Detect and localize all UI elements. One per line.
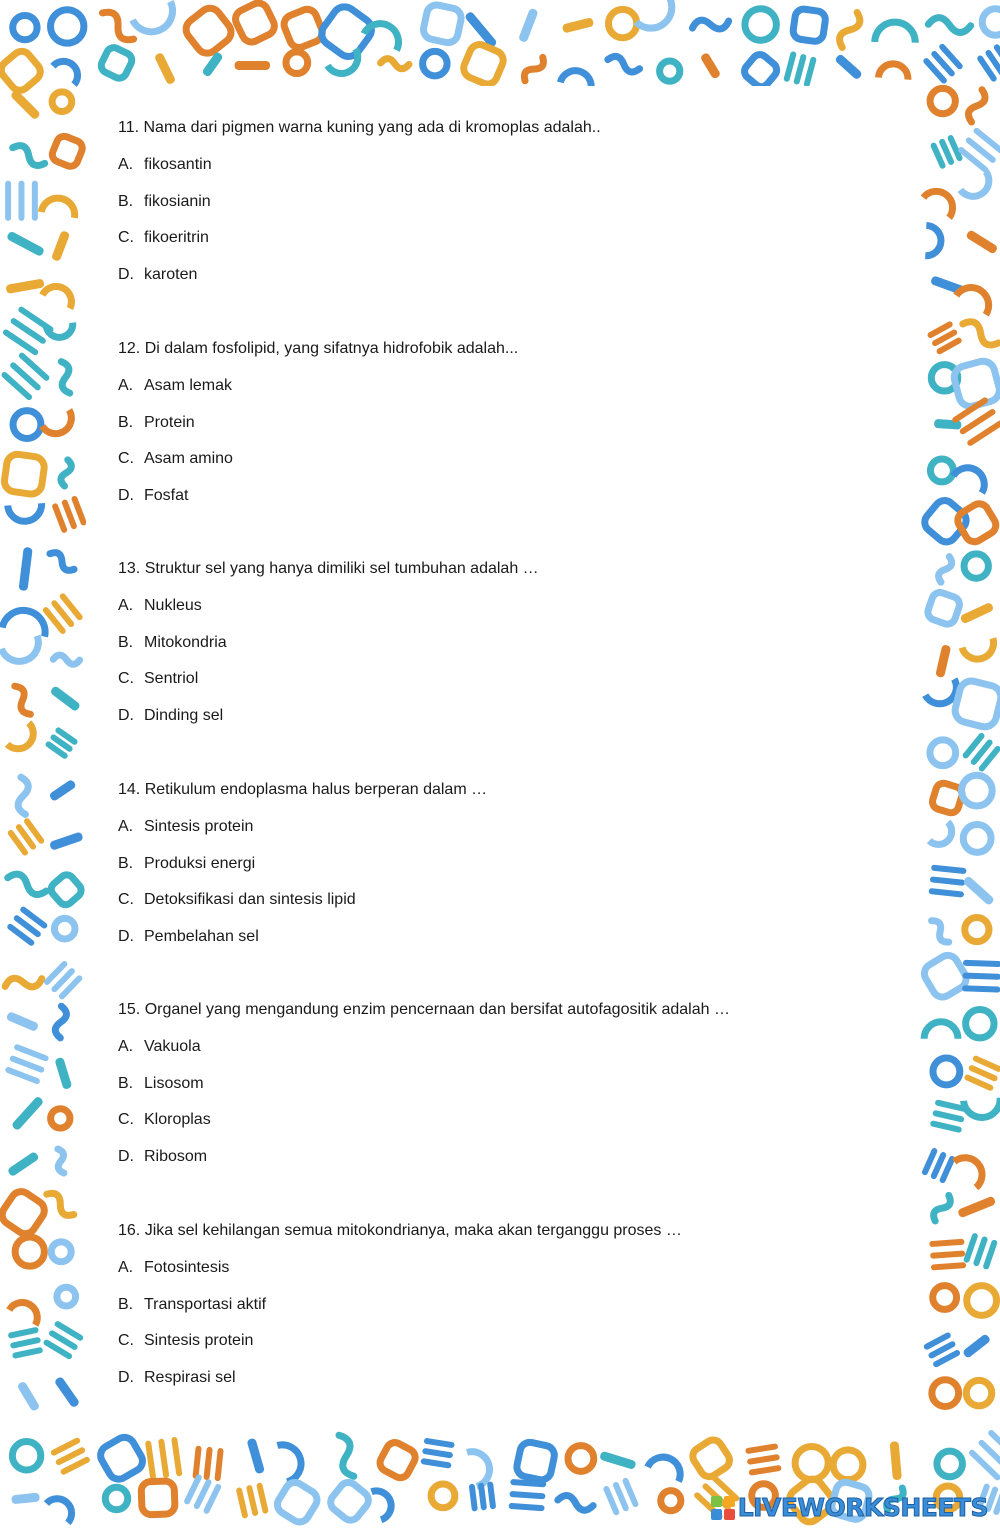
question-16 <box>118 1221 878 1388</box>
option-letter: B. <box>118 854 134 872</box>
decor-shape <box>55 1006 67 1038</box>
decor-shape <box>748 1465 781 1476</box>
decor-shape <box>960 171 995 202</box>
decor-shape <box>606 54 641 74</box>
decor-shape <box>7 723 39 755</box>
decor-shape <box>966 1380 991 1405</box>
option-text: Asam amino <box>144 450 233 468</box>
decor-shape <box>469 1484 478 1512</box>
decor-shape <box>5 278 44 294</box>
decor-shape <box>608 9 636 37</box>
decor-shape <box>49 685 81 712</box>
decor-shape <box>931 1262 966 1270</box>
option-text: Lisosom <box>144 1074 204 1092</box>
option-letter: A. <box>118 596 134 614</box>
decor-shape <box>461 42 507 88</box>
decor-shape <box>10 684 35 717</box>
option-text: Sintesis protein <box>144 1332 254 1350</box>
question-14 <box>118 780 878 947</box>
option-text: fikosantin <box>144 155 212 173</box>
decor-shape <box>214 1448 223 1482</box>
decor-shape <box>46 1493 77 1523</box>
option-letter: C. <box>118 1111 134 1129</box>
decor-shape <box>518 8 539 43</box>
decor-shape <box>921 952 970 1001</box>
option-text: Mitokondria <box>144 633 227 651</box>
option-d[interactable] <box>118 1147 878 1167</box>
decor-shape <box>954 1151 989 1188</box>
decor-shape <box>235 61 270 70</box>
decor-shape <box>51 1242 71 1262</box>
decor-shape <box>42 410 77 440</box>
option-a[interactable] <box>118 1258 878 1278</box>
option-letter: C. <box>118 450 134 468</box>
decor-shape <box>952 359 1000 409</box>
decor-shape <box>53 56 83 85</box>
option-a[interactable] <box>118 817 878 837</box>
option-d[interactable] <box>118 1368 878 1388</box>
decor-shape <box>141 1481 175 1515</box>
decor-shape <box>192 1445 201 1479</box>
decor-shape <box>930 740 956 766</box>
decor-shape <box>660 61 680 81</box>
decor-shape <box>48 779 76 802</box>
decor-shape <box>274 1479 321 1526</box>
decor-shape <box>60 459 72 486</box>
decor-shape <box>937 1451 963 1477</box>
decor-shape <box>930 1120 963 1133</box>
option-letter: B. <box>118 1295 134 1313</box>
decor-shape <box>133 2 180 39</box>
decor-shape <box>962 1333 991 1359</box>
decor-shape <box>963 825 991 853</box>
decor-shape <box>158 1438 169 1478</box>
decor-shape <box>599 1451 636 1470</box>
decor-shape <box>32 181 38 221</box>
decor-shape <box>10 142 47 168</box>
option-text: Transportasi aktif <box>144 1295 267 1313</box>
decor-shape <box>0 1188 48 1238</box>
option-text: Respirasi sel <box>144 1369 236 1387</box>
option-text: Produksi energi <box>144 854 256 872</box>
question-13 <box>118 559 878 726</box>
decor-shape <box>48 872 84 908</box>
decor-shape <box>931 1193 953 1223</box>
option-b[interactable] <box>118 854 878 874</box>
decor-shape <box>745 1443 778 1454</box>
decor-shape <box>7 1151 40 1177</box>
decor-shape <box>247 1438 265 1475</box>
decor-shape <box>11 1096 44 1132</box>
option-letter: A. <box>118 1037 134 1055</box>
option-letter: B. <box>118 192 134 210</box>
decor-shape <box>46 323 74 339</box>
decor-shape <box>521 54 546 83</box>
decor-shape <box>15 1237 44 1266</box>
decor-shape <box>332 1433 361 1479</box>
decor-shape <box>515 1441 556 1482</box>
decor-shape <box>689 1437 732 1480</box>
decor-shape <box>6 1011 39 1032</box>
decor-shape <box>741 51 779 89</box>
decor-shape <box>15 776 32 815</box>
decor-shape <box>834 53 863 80</box>
decor-shape <box>700 52 722 80</box>
decor-shape <box>924 1022 958 1039</box>
decor-shape <box>562 17 594 33</box>
decor-shape <box>967 1286 997 1316</box>
decor-shape <box>3 453 45 495</box>
decor-shape <box>8 503 43 522</box>
decor-shape <box>246 1485 259 1517</box>
decor-shape <box>54 918 75 939</box>
decor-shape <box>467 1447 494 1486</box>
decor-shape <box>54 1057 72 1090</box>
decor-shape <box>4 973 43 993</box>
decor-shape <box>5 181 11 221</box>
decor-shape <box>10 1337 41 1349</box>
decor-shape <box>933 1058 960 1085</box>
decor-shape <box>18 547 32 591</box>
decor-shape <box>154 52 176 85</box>
option-letter: C. <box>118 1332 134 1350</box>
question-15 <box>118 1000 878 1167</box>
decor-shape <box>648 1451 686 1481</box>
decor-shape <box>54 1376 80 1408</box>
decor-shape <box>508 1503 544 1511</box>
decor-shape <box>52 92 72 112</box>
option-c[interactable] <box>118 228 878 248</box>
decor-shape <box>928 918 952 945</box>
decor-shape <box>422 1448 453 1459</box>
decor-shape <box>12 1347 43 1359</box>
option-letter: D. <box>118 1369 134 1387</box>
decor-shape <box>98 8 138 44</box>
decor-shape <box>923 185 959 218</box>
question-text: 12. Di dalam fosfolipid, yang sifatnya hidrofobik adalah... <box>118 340 519 357</box>
decor-shape <box>926 590 962 626</box>
decor-shape <box>56 360 75 394</box>
decor-shape <box>878 63 908 80</box>
option-d[interactable] <box>118 486 878 506</box>
decor-shape <box>930 88 955 113</box>
decor-shape <box>953 679 1000 730</box>
option-c[interactable] <box>118 1331 878 1351</box>
decor-shape <box>97 1434 146 1483</box>
option-letter: C. <box>118 670 134 688</box>
decor-shape <box>51 10 84 43</box>
decor-shape <box>925 225 941 256</box>
brand-name: LIVEWORKSHEETS <box>737 1493 988 1522</box>
decor-shape <box>277 1441 305 1482</box>
decor-shape <box>6 231 45 257</box>
decor-shape <box>836 10 863 50</box>
decor-shape <box>47 550 76 574</box>
decor-shape <box>875 22 916 43</box>
decor-shape <box>937 555 954 583</box>
decor-shape <box>478 1482 487 1510</box>
decor-shape <box>377 1440 418 1481</box>
decor-shape <box>957 1196 996 1219</box>
decor-shape <box>953 462 990 493</box>
decor-shape <box>0 47 44 94</box>
liveworksheets-watermark[interactable] <box>711 1493 988 1522</box>
decor-shape <box>423 51 447 75</box>
question-11 <box>118 118 878 285</box>
decor-shape <box>691 15 730 34</box>
option-letter: C. <box>118 891 134 909</box>
option-letter: D. <box>118 707 134 725</box>
decor-shape <box>8 1327 39 1339</box>
decor-shape <box>203 1447 212 1481</box>
decor-shape <box>930 1250 965 1258</box>
option-text: Nukleus <box>144 596 202 614</box>
option-d[interactable] <box>118 706 878 726</box>
option-letter: D. <box>118 266 134 284</box>
decor-shape <box>890 1441 902 1480</box>
decor-shape <box>930 459 953 482</box>
decor-shape <box>431 1484 455 1508</box>
decor-shape <box>9 1297 43 1325</box>
decor-shape <box>568 1446 594 1472</box>
decor-shape <box>795 1446 828 1479</box>
option-a[interactable] <box>118 376 878 396</box>
option-a[interactable] <box>118 155 878 175</box>
decor-shape <box>171 1437 182 1477</box>
option-letter: A. <box>118 155 134 173</box>
decor-shape <box>929 1239 964 1247</box>
decor-shape <box>281 6 325 50</box>
decor-shape <box>962 638 998 663</box>
decor-shape <box>982 9 1000 35</box>
option-text: Dinding sel <box>144 707 224 725</box>
decor-shape <box>232 0 277 45</box>
decor-shape <box>182 4 236 58</box>
option-c[interactable] <box>118 1110 878 1130</box>
decor-shape <box>420 1458 451 1469</box>
question-text: 15. Organel yang mengandung enzim pencernaan dan bersifat autofagositik adalah … <box>118 1001 730 1018</box>
option-text: Pembelahan sel <box>144 928 259 946</box>
option-d[interactable] <box>118 265 878 285</box>
decor-shape <box>965 229 998 254</box>
decor-shape <box>51 1109 70 1128</box>
decor-shape <box>53 655 80 665</box>
decor-shape <box>965 917 989 941</box>
decor-shape <box>962 775 993 806</box>
decor-shape <box>11 1492 40 1504</box>
option-a[interactable] <box>118 596 878 616</box>
decor-shape <box>929 822 957 850</box>
decor-shape <box>371 1487 395 1520</box>
decor-shape <box>6 871 49 897</box>
decor-shape <box>931 865 967 875</box>
decor-shape <box>747 1454 780 1465</box>
decor-shape <box>12 1442 40 1470</box>
decor-shape <box>928 17 971 33</box>
decor-shape <box>236 1487 249 1519</box>
option-letter: D. <box>118 487 134 505</box>
decor-shape <box>963 960 1000 967</box>
decor-shape <box>42 281 76 308</box>
decor-shape <box>54 1148 68 1174</box>
decor-shape <box>745 9 776 40</box>
option-letter: B. <box>118 633 134 651</box>
decor-shape <box>932 1110 965 1123</box>
option-text: Sentriol <box>144 670 199 688</box>
option-text: Fosfat <box>144 487 189 505</box>
decor-shape <box>964 554 988 578</box>
decor-shape <box>57 1287 76 1306</box>
decor-shape <box>960 318 1000 349</box>
decor-shape <box>928 888 964 898</box>
question-text: 14. Retikulum endoplasma halus berperan dalam … <box>118 781 488 798</box>
option-letter: A. <box>118 376 134 394</box>
option-text: Sintesis protein <box>144 817 254 835</box>
decor-shape <box>962 985 1000 992</box>
option-text: Asam lemak <box>144 376 233 394</box>
option-letter: B. <box>118 1074 134 1092</box>
decor-shape <box>935 644 951 678</box>
option-text: Vakuola <box>144 1037 201 1055</box>
option-text: Detoksifikasi dan sintesis lipid <box>144 891 356 909</box>
option-letter: B. <box>118 413 134 431</box>
decor-shape <box>422 3 463 44</box>
question-text: 11. Nama dari pigmen warna kuning yang ada di kromoplas adalah.. <box>118 119 601 136</box>
decor-shape <box>933 1286 957 1310</box>
question-text: 13. Struktur sel yang hanya dimiliki sel tumbuhan adalah … <box>118 560 539 577</box>
option-b[interactable] <box>118 413 878 433</box>
decor-shape <box>13 411 41 439</box>
decor-shape <box>960 602 995 625</box>
decor-shape <box>51 230 70 262</box>
option-letter: D. <box>118 928 134 946</box>
option-letter: A. <box>118 817 134 835</box>
decor-shape <box>286 52 308 74</box>
question-12 <box>118 339 878 506</box>
decor-shape <box>636 0 680 37</box>
option-letter: D. <box>118 1148 134 1166</box>
option-b[interactable] <box>118 192 878 212</box>
decor-shape <box>17 1381 41 1412</box>
decor-shape <box>50 134 84 168</box>
option-c[interactable] <box>118 890 878 910</box>
option-text: Protein <box>144 413 195 431</box>
option-text: Kloroplas <box>144 1111 211 1129</box>
option-c[interactable] <box>118 449 878 469</box>
decor-shape <box>424 1438 455 1449</box>
option-letter: C. <box>118 229 134 247</box>
decor-shape <box>1 636 43 667</box>
decor-shape <box>43 1190 77 1219</box>
option-b[interactable] <box>118 1295 878 1315</box>
option-b[interactable] <box>118 633 878 653</box>
decor-shape <box>99 45 135 81</box>
decor-shape <box>487 1481 496 1509</box>
decor-shape <box>145 1440 156 1480</box>
decor-shape <box>661 1491 681 1511</box>
option-text: fikoeritrin <box>144 229 209 247</box>
decor-shape <box>962 875 995 906</box>
decor-shape <box>105 1487 127 1509</box>
decor-shape <box>18 181 24 221</box>
decor-shape <box>41 195 77 217</box>
question-text: 16. Jika sel kehilangan semua mitokondrianya, maka akan terganggu proses … <box>118 1222 682 1239</box>
decor-shape <box>921 496 971 546</box>
option-d[interactable] <box>118 927 878 947</box>
option-b[interactable] <box>118 1074 878 1094</box>
option-text: Fotosintesis <box>144 1258 230 1276</box>
decor-shape <box>49 831 84 850</box>
decor-shape <box>557 1494 594 1511</box>
decor-shape <box>2 606 49 636</box>
option-text: fikosianin <box>144 192 211 210</box>
option-text: karoten <box>144 266 198 284</box>
decor-shape <box>327 1479 372 1524</box>
decor-shape <box>509 1491 545 1499</box>
option-c[interactable] <box>118 669 878 689</box>
decor-shape <box>932 1380 959 1407</box>
option-a[interactable] <box>118 1037 878 1057</box>
liveworksheets-logo-icon <box>711 1496 735 1520</box>
decor-shape <box>833 1450 863 1480</box>
decor-shape <box>966 88 987 124</box>
decor-shape <box>966 1009 994 1037</box>
decor-shape <box>964 1098 1000 1119</box>
decor-shape <box>380 58 409 69</box>
decor-shape <box>930 876 966 886</box>
decor-shape <box>792 8 826 42</box>
decor-shape <box>13 15 37 39</box>
decor-shape <box>10 89 41 120</box>
option-text: Ribosom <box>144 1148 208 1166</box>
decor-shape <box>256 1482 269 1514</box>
option-letter: A. <box>118 1258 134 1276</box>
